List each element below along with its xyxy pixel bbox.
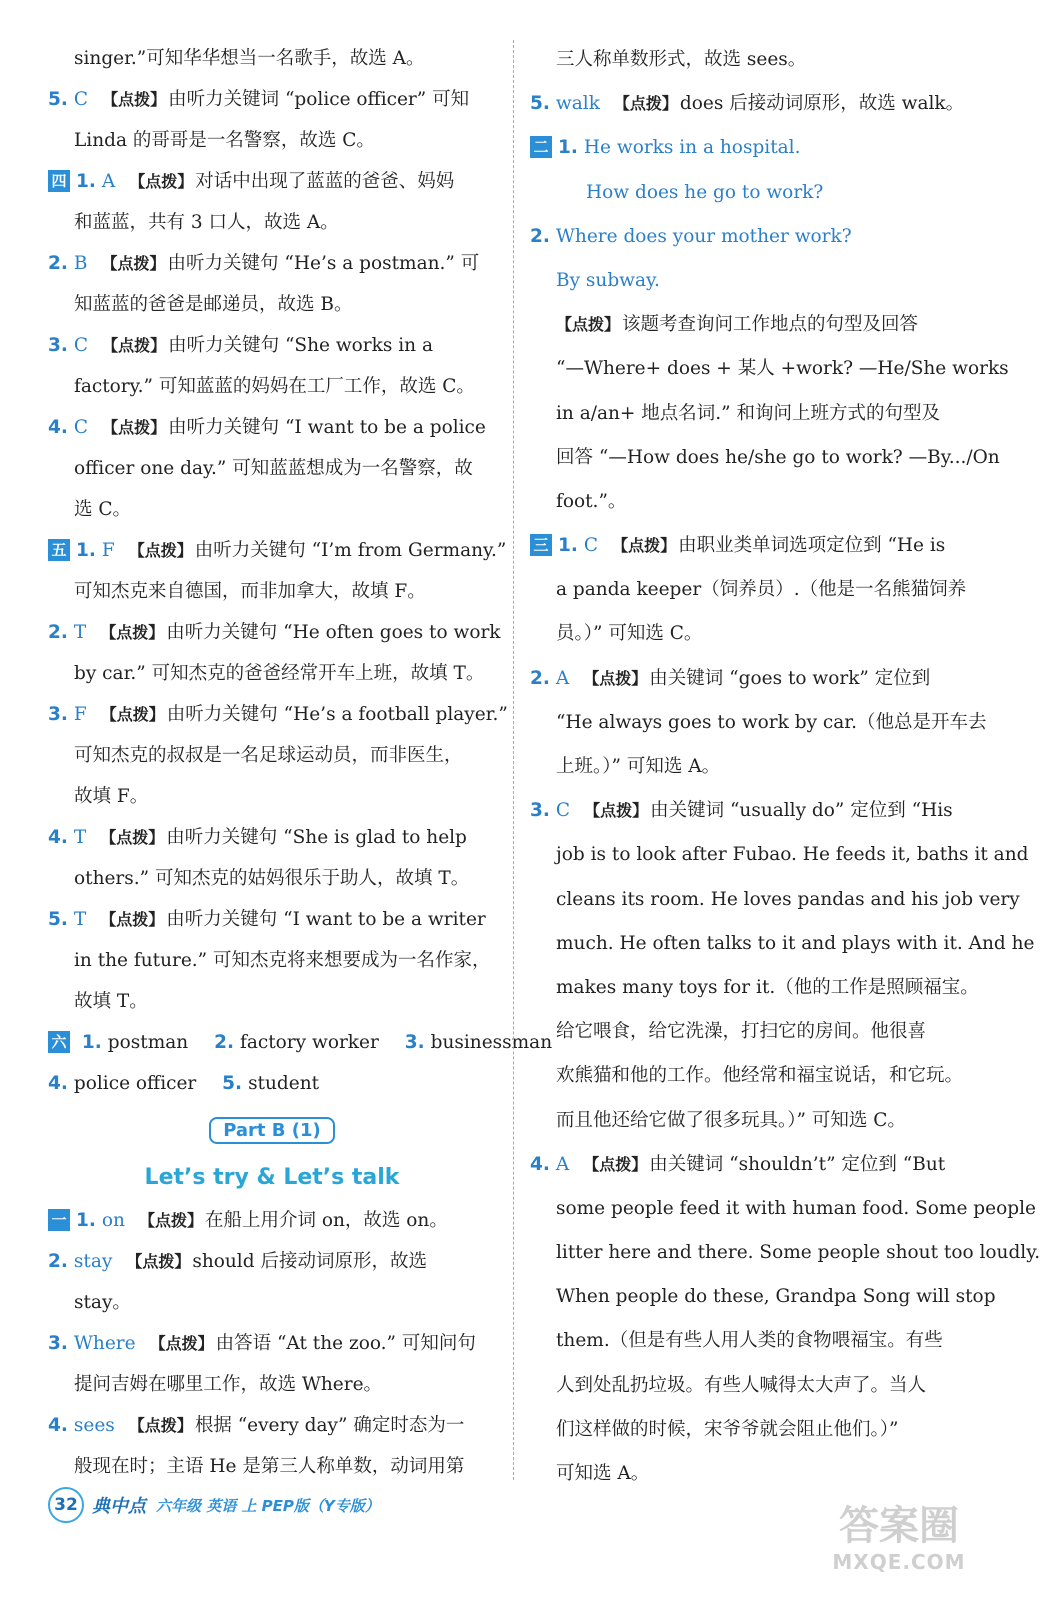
answer-line	[530, 480, 980, 524]
line-text: 可知杰克来自德国，而非加拿大，故填 F。	[74, 581, 426, 602]
answer-line	[48, 817, 496, 858]
answer-value: A	[101, 171, 116, 192]
question-number: 2.	[48, 1251, 68, 1272]
part-header	[48, 1104, 496, 1156]
line-text: litter here and there. Some people shout too loudly.	[556, 1242, 1040, 1264]
answer-line	[530, 568, 980, 612]
line-text: 对话中出现了蓝蓝的爸爸、妈妈	[195, 171, 455, 192]
left-column	[48, 38, 553, 1487]
answer-value: F	[73, 704, 87, 725]
page-number: 32	[48, 1487, 84, 1523]
answer-line	[48, 899, 496, 940]
line-text: 由听力关键句 “I want to be a writer	[166, 909, 486, 930]
answer-value: walk	[555, 93, 600, 115]
line-text: 上班。）” 可知选 A。	[556, 756, 721, 777]
line-text: Linda 的哥哥是一名警察，故选 C。	[74, 130, 375, 151]
question-number: 2.	[48, 622, 68, 643]
section-badge: 五	[48, 539, 70, 561]
answer-line	[530, 1231, 1040, 1275]
answer-value: A	[555, 1153, 570, 1175]
answer-line	[530, 657, 980, 701]
answer-item: 4. police officer	[48, 1073, 197, 1094]
answer-line	[48, 489, 496, 530]
answer-value: C	[73, 417, 89, 438]
answer-line	[48, 202, 496, 243]
line-text: 由听力关键句 “I’m from Germany.”	[194, 540, 507, 561]
line-text: job is to look after Fubao. He feeds it, baths it and	[556, 844, 1029, 866]
line-text: 给它喂食，给它洗澡，打扫它的房间。他很喜	[556, 1021, 927, 1043]
hint-tag: 【点拨】	[556, 315, 621, 335]
hint-tag: 【点拨】	[101, 254, 166, 273]
answer-line	[530, 1099, 980, 1143]
question-number: 3.	[48, 704, 68, 725]
answer-line	[48, 407, 496, 448]
hint-tag: 【点拨】	[100, 623, 165, 642]
question-number: 3.	[48, 335, 68, 356]
line-text: 由答语 “At the zoo.” 可知问句	[215, 1333, 476, 1354]
answer-line	[48, 448, 496, 489]
line-text: 由听力关键句 “She works in a	[168, 335, 433, 356]
answer-line	[530, 436, 1000, 480]
hint-tag: 【点拨】	[583, 668, 648, 688]
hint-tag: 【点拨】	[612, 536, 677, 556]
answer-line	[530, 1364, 980, 1408]
part-label: Part B (1)	[209, 1117, 335, 1144]
answer-item: 3. businessman	[404, 1032, 553, 1053]
question-number: 1.	[76, 540, 96, 561]
answer-line	[48, 1323, 496, 1364]
answer-value: T	[73, 622, 87, 643]
hint-tag: 【点拨】	[138, 1211, 203, 1230]
answer-value: C	[73, 335, 89, 356]
part-title: Let’s try & Let’s talk	[144, 1165, 400, 1190]
answer-line	[530, 833, 1029, 877]
section-badge: 一	[48, 1209, 70, 1231]
line-text: others.” 可知杰克的姑妈很乐于助人，故填 T。	[74, 868, 470, 889]
answer-line	[48, 776, 496, 817]
line-text: should 后接动词原形，故选	[192, 1251, 427, 1272]
answer-sentence: He works in a hospital.	[583, 137, 801, 159]
answer-line	[530, 745, 980, 789]
brand-logo: 典中点	[92, 1496, 146, 1517]
line-text: 故填 T。	[74, 991, 148, 1012]
line-text: 员。）” 可知选 C。	[556, 623, 703, 645]
line-text: 提问吉姆在哪里工作，故选 Where。	[74, 1374, 383, 1395]
line-text: some people feed it with human food. Some people	[556, 1197, 1036, 1219]
answer-line	[48, 694, 508, 735]
line-text: “—Where+ does + 某人 +work? —He/She works	[556, 358, 1009, 380]
question-number: 1.	[76, 171, 96, 192]
question-number: 4.	[48, 827, 68, 848]
answer-line	[48, 1446, 496, 1487]
line-text: 三人称单数形式，故选 sees。	[556, 49, 807, 70]
line-text: foot.”。	[556, 490, 627, 512]
question-number: 4.	[530, 1153, 550, 1175]
right-answer-lines	[530, 38, 1040, 1496]
line-text: 由听力关键句 “He often goes to work	[166, 622, 501, 643]
hint-tag: 【点拨】	[149, 1334, 214, 1353]
answer-value: A	[555, 667, 570, 689]
right-column	[530, 38, 1040, 1496]
line-text: 由关键词 “goes to work” 定位到	[649, 667, 931, 689]
answer-line	[48, 940, 496, 981]
line-text: 由关键词 “usually do” 定位到 “His	[650, 800, 953, 822]
line-text: 由听力关键句 “I want to be a police	[168, 417, 486, 438]
question-number: 4.	[48, 1415, 68, 1436]
line-text: 知蓝蓝的爸爸是邮递员，故选 B。	[74, 294, 353, 315]
hint-tag: 【点拨】	[128, 541, 193, 560]
answer-value: C	[555, 800, 571, 822]
answer-line	[48, 79, 496, 120]
answer-line	[48, 1405, 496, 1446]
answer-line	[530, 259, 980, 303]
line-text: stay。	[74, 1292, 131, 1313]
question-number: 5.	[48, 909, 68, 930]
answer-value: Where	[73, 1333, 136, 1354]
line-text: in a/an+ 地点名词.” 和询问上班方式的句型及	[556, 402, 941, 424]
line-text: 根据 “every day” 确定时态为一	[194, 1415, 465, 1436]
answer-line	[48, 120, 496, 161]
answer-line	[48, 1241, 496, 1282]
watermark-logo: 答案圈	[839, 1503, 959, 1549]
answer-line	[48, 653, 496, 694]
line-text: 们这样做的时候，宋爷爷就会阻止他们。）”	[556, 1418, 899, 1440]
line-text: 由关键词 “shouldn’t” 定位到 “But	[649, 1153, 946, 1175]
answer-line	[530, 701, 987, 745]
hint-tag: 【点拨】	[583, 1154, 648, 1174]
line-text: officer one day.” 可知蓝蓝想成为一名警察，故	[74, 458, 473, 479]
answer-line	[530, 789, 980, 833]
question-number: 4.	[48, 417, 68, 438]
line-text: 可知选 A。	[556, 1463, 650, 1484]
question-number: 5.	[48, 89, 68, 110]
question-number: 1.	[76, 1210, 96, 1231]
section-badge: 三	[530, 534, 552, 556]
section-badge: 四	[48, 170, 70, 192]
book-title: 六年级 英语 上 PEP版（Y专版）	[156, 1496, 380, 1515]
answer-line	[530, 392, 980, 436]
hint-tag: 【点拨】	[102, 418, 167, 437]
answer-line	[530, 878, 1020, 922]
section-six-row-1	[48, 1022, 553, 1063]
line-text: much. He often talks to it and plays with it. And he	[556, 932, 1035, 954]
question-number: 2.	[530, 667, 550, 689]
page-footer	[48, 1488, 380, 1522]
line-text: by car.” 可知杰克的爸爸经常开车上班，故填 T。	[74, 663, 485, 684]
hint-tag: 【点拨】	[100, 910, 165, 929]
answer-line	[530, 82, 980, 126]
section-six-badge: 六	[48, 1031, 70, 1053]
section-badge: 二	[530, 136, 552, 158]
answer-line	[530, 303, 980, 347]
line-text: 故填 F。	[74, 786, 149, 807]
answer-line	[530, 524, 980, 568]
answer-line	[530, 38, 980, 82]
answer-line	[48, 1200, 496, 1241]
answer-line	[530, 1010, 980, 1054]
line-text: 由听力关键句 “She is glad to help	[166, 827, 467, 848]
line-text: 由职业类单词选项定位到 “He is	[678, 535, 946, 557]
line-text: 人到处乱扔垃圾。有些人喊得太大声了。当人	[556, 1374, 927, 1396]
column-divider	[513, 40, 514, 1480]
answer-line	[48, 161, 496, 202]
answer-line	[48, 325, 496, 366]
hint-tag: 【点拨】	[102, 90, 167, 109]
answer-line	[48, 284, 496, 325]
watermark-url: MXQE.COM	[832, 1550, 966, 1574]
answer-value: B	[73, 253, 88, 274]
line-text: 可知杰克的叔叔是一名足球运动员，而非医生，	[74, 745, 463, 766]
answer-sentence: How does he go to work?	[586, 181, 824, 203]
line-text: When people do these, Grandpa Song will stop	[556, 1286, 996, 1308]
answer-line	[530, 612, 980, 656]
line-text: 由听力关键词 “police officer” 可知	[168, 89, 470, 110]
question-number: 5.	[530, 93, 550, 115]
line-text: 和蓝蓝，共有 3 口人，故选 A。	[74, 212, 339, 233]
line-text: 欢熊猫和他的工作。他经常和福宝说话，和它玩。	[556, 1065, 964, 1087]
answer-value: sees	[73, 1415, 115, 1436]
answer-line	[48, 981, 496, 1022]
answer-line	[48, 858, 496, 899]
answer-line	[530, 126, 980, 170]
watermark	[824, 1502, 974, 1582]
line-text: in the future.” 可知杰克将来想要成为一名作家，	[74, 950, 491, 971]
answer-item: 2. factory worker	[214, 1032, 379, 1053]
answer-sentence: Where does your mother work?	[555, 225, 852, 247]
line-text: 般现在时；主语 He 是第三人称单数，动词用第	[74, 1456, 465, 1477]
answer-line	[530, 1275, 996, 1319]
answer-value: C	[73, 89, 89, 110]
line-text: 回答 “—How does he/she go to work? —By.../On	[556, 446, 1000, 468]
answer-line	[530, 1187, 1036, 1231]
line-text: a panda keeper（饲养员）.（他是一名熊猫饲养	[556, 579, 967, 601]
answer-item: 1. postman	[81, 1032, 189, 1053]
hint-tag: 【点拨】	[126, 1252, 191, 1271]
line-text: them.（但是有些人用人类的食物喂福宝。有些	[556, 1330, 943, 1352]
hint-tag: 【点拨】	[128, 1416, 193, 1435]
question-number: 1.	[558, 535, 578, 557]
line-text: 在船上用介词 on，故选 on。	[204, 1210, 448, 1231]
answer-line	[530, 966, 980, 1010]
answer-line	[530, 215, 980, 259]
answer-value: on	[101, 1210, 125, 1231]
question-number: 1.	[558, 137, 578, 159]
answer-line	[48, 571, 496, 612]
answer-value: T	[73, 909, 87, 930]
answer-line	[48, 1364, 496, 1405]
answer-line	[48, 38, 496, 79]
question-number: 2.	[530, 225, 550, 247]
line-text: 选 C。	[74, 499, 132, 520]
left-answer-lines	[48, 38, 508, 1022]
section-six-row-2	[48, 1063, 496, 1104]
line-text: factory.” 可知蓝蓝的妈妈在工厂工作，故选 C。	[74, 376, 475, 397]
answer-line	[530, 1319, 980, 1363]
line-text: “He always goes to work by car.（他总是开车去	[556, 711, 987, 733]
line-text: makes many toys for it.（他的工作是照顾福宝。	[556, 976, 979, 998]
hint-tag: 【点拨】	[102, 336, 167, 355]
question-number: 3.	[530, 800, 550, 822]
hint-tag: 【点拨】	[129, 172, 194, 191]
line-text: 由听力关键句 “He’s a football player.”	[166, 704, 508, 725]
answer-line	[48, 735, 496, 776]
answer-line	[530, 1408, 980, 1452]
line-text: 而且他还给它做了很多玩具。）” 可知选 C。	[556, 1109, 906, 1131]
left-answer-lines-2	[48, 1200, 496, 1487]
answer-line	[48, 612, 501, 653]
hint-tag: 【点拨】	[584, 801, 649, 821]
answer-line	[48, 1282, 496, 1323]
answer-line	[48, 366, 496, 407]
line-text: cleans its room. He loves pandas and his job very	[556, 888, 1020, 910]
answer-value: C	[583, 535, 599, 557]
answer-value: F	[101, 540, 115, 561]
answer-sentence: By subway.	[556, 269, 660, 291]
question-number: 3.	[48, 1333, 68, 1354]
hint-tag: 【点拨】	[613, 94, 678, 114]
answer-value: T	[73, 827, 87, 848]
answer-value: stay	[73, 1251, 113, 1272]
line-text: 该题考查询问工作地点的句型及回答	[622, 314, 919, 336]
hint-tag: 【点拨】	[100, 828, 165, 847]
answer-item: 5. student	[222, 1073, 320, 1094]
question-number: 2.	[48, 253, 68, 274]
answer-line	[530, 171, 980, 215]
answer-line	[530, 1054, 980, 1098]
hint-tag: 【点拨】	[100, 705, 165, 724]
line-text: singer.”可知华华想当一名歌手，故选 A。	[74, 48, 425, 69]
answer-line	[530, 1143, 980, 1187]
line-text: does 后接动词原形，故选 walk。	[679, 93, 965, 115]
answer-line	[530, 347, 1009, 391]
answer-line	[530, 1452, 980, 1496]
line-text: 由听力关键句 “He’s a postman.” 可	[167, 253, 480, 274]
answer-line	[48, 530, 507, 571]
answer-line	[48, 243, 496, 284]
answer-line	[530, 922, 1035, 966]
